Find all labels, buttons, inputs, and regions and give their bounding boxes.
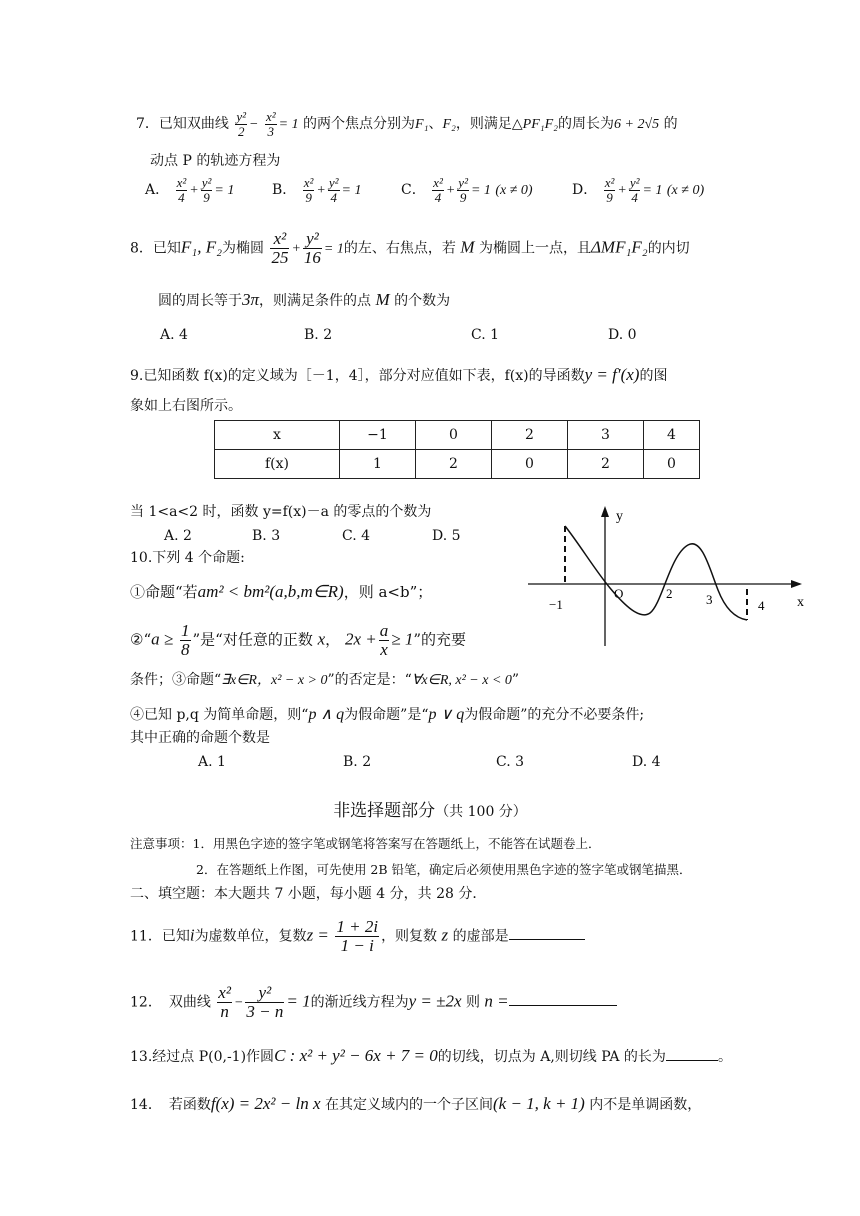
q8-tail: 的左、右焦点，若: [343, 240, 456, 257]
q9-deriv: y = f′(x): [584, 365, 640, 384]
part-two-heading: 二、填空题：本大题共 7 小题，每小题 4 分，共 28 分．: [130, 886, 487, 902]
q9-option-d: D. 5: [432, 528, 461, 544]
q11-z: z =: [306, 925, 329, 945]
q10-item1-a: ①命题“若: [130, 583, 198, 601]
q8-option-a: A. 4: [160, 327, 188, 343]
q8-line1: 8．已知F₁, F₂为椭圆 $\frac{\text{x²}}{25}$ + $\frac{\text{y²}}{16}$ = 1的左、右焦点，若 M 为椭圆上一点，且ΔMF₁F₂的内切: [130, 229, 690, 267]
table-cell: 1: [340, 450, 416, 479]
tick-label: −1: [549, 597, 563, 612]
q8-option-c: C. 1: [471, 327, 500, 343]
q7-option-b: B． $\frac{\text{x²}}{9}$ + $\frac{\text{y²}}{4}$ = 1: [272, 175, 362, 205]
q10-line4-c: 为假命题”是“: [344, 707, 429, 723]
q7-option-c: C． $\frac{\text{x²}}{4}$ + $\frac{\text{y²}}{9}$ = 1 (x ≠ 0): [401, 175, 533, 205]
q8-tail2: 为椭圆上一点，且: [478, 240, 591, 257]
q7-c-f2: $\frac{\text{y²}}{9}$: [458, 175, 468, 205]
q7-mid: 的两个焦点分别为: [303, 116, 416, 133]
q8-line2: [158, 290, 450, 310]
q7-frac-x: $\frac{\text{x²}}{3}$: [265, 109, 276, 139]
q7-option-a: A． $\frac{\text{x²}}{4}$ + $\frac{\text{y²}}{9}$ = 1: [145, 175, 235, 205]
q10-line5: 其中正确的命题个数是: [130, 730, 270, 746]
section-title: [0, 796, 860, 821]
q11-b: 为虚数单位，复数: [194, 928, 307, 945]
q12-d: y = ±2x: [408, 991, 462, 1011]
q12-answer-blank: [509, 1005, 617, 1006]
q8-m: M: [460, 237, 475, 257]
q7-d-f2: $\frac{\text{y²}}{4}$: [629, 175, 640, 205]
q10-line4-a: ④已知 p,q 为简单命题，则“: [130, 707, 309, 723]
q9-line1-b: 的图: [639, 368, 668, 384]
q7-b-f1: $\frac{\text{x²}}{9}$: [303, 175, 314, 205]
table-cell: −1: [340, 421, 416, 450]
q10-item2-e: ，: [325, 630, 341, 649]
q10-line4-b: p ∧ q: [308, 706, 345, 723]
q13-c: 的切线，切点为 A,则切线 PA 的长为: [437, 1049, 666, 1065]
note-2: 2．在答题纸上作图，可先使用 2B 铅笔，确定后必须使用黑色字迹的签字笔或钢笔描黑．: [196, 862, 692, 877]
q12-frac-x: $\frac{\text{x²}}{n}$: [218, 983, 231, 1021]
q10-item2-h: ”的充要: [413, 630, 467, 649]
q13-b: C : x² + y² − 6x + 7 = 0: [274, 1046, 438, 1065]
derivative-graph: [520, 500, 820, 648]
q7-option-d-label: D．: [572, 182, 598, 199]
table-cell: 2: [416, 450, 492, 479]
table-cell: 0: [492, 450, 568, 479]
q7-d-cond: (x ≠ 0): [666, 183, 705, 199]
q10-item2-f: 2x +: [344, 629, 377, 649]
q10-option-d: D. 4: [632, 754, 661, 770]
q10-line1: 10.下列 4 个命题:: [130, 550, 245, 566]
q12-frac-y: $\frac{\text{y²}}{3 - n}$: [246, 983, 284, 1021]
q8-tail3: 的内切: [647, 240, 690, 257]
q7-c-f1: $\frac{\text{x²}}{4}$: [433, 175, 443, 205]
section-score: （共 100 分）: [435, 804, 527, 820]
q12-line: 12． 双曲线 $\frac{\text{x²}}{n}$ − $\frac{\text{y²}}{3 - n}$ = 1的渐近线方程为y = ±2x 则 n =: [130, 984, 617, 1021]
q7-option-c-label: C．: [401, 182, 426, 199]
q8-tri: ΔMF₁F₂: [590, 237, 648, 257]
q11-i: i: [189, 925, 195, 945]
q11-den: 1 − i: [340, 935, 374, 955]
q11-c: ，则复数: [381, 928, 438, 945]
q11-line: [130, 918, 585, 955]
q10-line3-e: ”: [511, 672, 520, 688]
q8-foci: F₁, F₂: [180, 237, 223, 257]
q10-frac-1-8: $\frac{1}{8}$: [181, 621, 190, 659]
derivative-curve: [565, 526, 747, 620]
table-cell: x: [215, 421, 340, 450]
q14-c: 在其定义域内的一个子区间: [324, 1097, 493, 1113]
q11-z2: z: [441, 925, 449, 945]
q10-frac-a-x: $\frac{a}{x}$: [379, 621, 389, 659]
q8-line2-a: 圆的周长等于: [158, 293, 242, 309]
q7-tri: PF₁F₂: [522, 117, 559, 133]
q10-line3: [130, 672, 519, 690]
q10-line3-d: ∀x∈R, x² − x < 0: [411, 673, 512, 688]
q7-c-cond: (x ≠ 0): [495, 183, 533, 199]
q7-frac-y: $\frac{\text{y²}}{2}$: [236, 109, 247, 139]
q8-frac-x: $\frac{\text{x²}}{25}$: [271, 229, 289, 267]
q10-option-a: A. 1: [198, 754, 226, 770]
q12-e: 则: [465, 994, 480, 1011]
q10-line4-e: 为假命题”的充分不必要条件;: [464, 707, 645, 723]
value-table: [214, 420, 700, 479]
q8-prefix: 8．已知: [130, 240, 181, 257]
tick-label: 4: [758, 598, 765, 613]
q7-prefix: 7．已知双曲线: [136, 116, 229, 133]
q7-perim-text: 的周长为: [558, 116, 615, 133]
q10-line3-a: 条件；③命题“: [130, 672, 222, 688]
q10-item2-g: ≥ 1: [391, 629, 414, 649]
q10-item1-c: ，则 a<b”；: [343, 583, 433, 601]
q7-line2: 动点 P 的轨迹方程为: [150, 153, 281, 169]
q12-f: n =: [484, 991, 509, 1011]
q10-item1-b: am² < bm²(a,b,m∈R): [197, 582, 344, 601]
q13-a: 13.经过点 P(0,-1)作圆: [130, 1049, 275, 1065]
q14-e: 内不是单调函数，: [589, 1097, 702, 1113]
table-cell: 2: [568, 450, 644, 479]
tick-label: 2: [666, 586, 673, 601]
q9-option-b: B. 3: [252, 528, 281, 544]
q7-f1: F₁: [415, 117, 429, 133]
q7-a-f1: $\frac{\text{x²}}{4}$: [176, 175, 187, 205]
q12-a: 12． 双曲线: [130, 994, 211, 1011]
q11-answer-blank: [509, 939, 585, 940]
q8-option-d: D. 0: [608, 327, 637, 343]
q8-pi: 3π: [242, 290, 260, 309]
q9-line3: 当 1<a<2 时，函数 y=f(x)－a 的零点的个数为: [130, 504, 432, 520]
q7-f2: F₂: [442, 117, 456, 133]
q7-d-f1: $\frac{\text{x²}}{9}$: [604, 175, 615, 205]
q10-option-c: C. 3: [496, 754, 525, 770]
q9-line2: 象如上右图所示。: [130, 398, 242, 414]
q14-b: f(x) = 2x² − ln x: [210, 1094, 321, 1113]
table-cell: 0: [416, 421, 492, 450]
table-cell: 3: [568, 421, 644, 450]
q10-item2-c: ”是“对任意的正数: [192, 630, 313, 649]
q10-line4: [130, 705, 644, 724]
y-axis-arrow: [601, 506, 609, 517]
q13-line: [130, 1046, 732, 1066]
table-row: [215, 450, 700, 479]
table-cell: 2: [492, 421, 568, 450]
q9-option-a: A. 2: [164, 528, 192, 544]
q13-answer-blank: [666, 1060, 718, 1061]
table-cell: 0: [644, 450, 700, 479]
q10-item2: [130, 622, 466, 659]
q11-num: 1 + 2i: [336, 917, 379, 936]
q10-item2-d: x: [317, 629, 326, 649]
note-1: 注意事项：1．用黑色字迹的签字笔或钢笔将答案写在答题纸上，不能答在试题卷上．: [130, 836, 601, 851]
table-cell: 4: [644, 421, 700, 450]
q10-line3-b: ∃x∈R，x² − x > 0: [221, 673, 328, 688]
q9-line1-a: 9.已知函数 f(x)的定义域为［－1，4］，部分对应值如下表，f(x)的导函数: [130, 368, 585, 384]
q7-option-a-label: A．: [145, 182, 170, 199]
q14-d: (k − 1, k + 1): [492, 1094, 585, 1113]
q8-line2-b: ，则满足条件的点: [259, 293, 372, 309]
q11-d: 的虚部是: [452, 928, 509, 945]
q10-item1: [130, 582, 432, 602]
q7-cond: ，则满足△: [455, 116, 523, 133]
q10-item2-b: a ≥: [151, 629, 174, 649]
origin-label: O: [614, 586, 624, 601]
q11-frac: [335, 918, 379, 955]
q10-option-b: B. 2: [343, 754, 372, 770]
table-cell: f(x): [215, 450, 340, 479]
q7-option-d: D． $\frac{\text{x²}}{9}$ + $\frac{\text{y²}}{4}$ = 1 (x ≠ 0): [572, 175, 705, 205]
q7-a-f2: $\frac{\text{y²}}{9}$: [201, 175, 212, 205]
q10-line3-c: ”的否定是：“: [327, 672, 412, 688]
q12-c: 的渐近线方程为: [310, 994, 409, 1011]
q7-sep: 、: [428, 116, 443, 133]
x-axis-arrow: [791, 580, 802, 588]
q7-line1: 7．已知双曲线 $\frac{\text{y²}}{2}$ − $\frac{\text{x²}}{3}$ = 1 的两个焦点分别为F₁、F₂，则满足△PF₁F₂的周长为6 + 2√5 的: [136, 109, 678, 139]
q8-option-b: B. 2: [304, 327, 333, 343]
y-axis-label: y: [616, 509, 623, 524]
q10-line4-d: p ∨ q: [428, 706, 465, 723]
q8-frac-y: $\frac{\text{y²}}{16}$: [303, 229, 321, 267]
tick-label: 3: [706, 592, 713, 607]
q14-line: [130, 1094, 701, 1114]
q8-line2-c: 的个数为: [394, 293, 451, 309]
q7-option-b-label: B．: [272, 182, 297, 199]
table-row: [215, 421, 700, 450]
q12-b: = 1: [286, 991, 311, 1011]
x-axis-label: x: [797, 595, 804, 610]
q7-perim-val: 6 + 2√5: [614, 117, 660, 133]
q10-item2-a: ②“: [130, 630, 152, 649]
q8-mid: 为椭圆: [222, 240, 265, 257]
q9-line1: [130, 365, 667, 385]
section-title-text: 非选择题部分: [333, 801, 436, 821]
q11-a: 11．已知: [130, 928, 190, 945]
q7-b-f2: $\frac{\text{y²}}{4}$: [328, 175, 339, 205]
q14-a: 14． 若函数: [130, 1097, 211, 1113]
q9-option-c: C. 4: [342, 528, 371, 544]
q13-d: 。: [717, 1049, 732, 1065]
q7-tail: 的: [663, 116, 678, 133]
q8-m2: M: [375, 290, 390, 309]
